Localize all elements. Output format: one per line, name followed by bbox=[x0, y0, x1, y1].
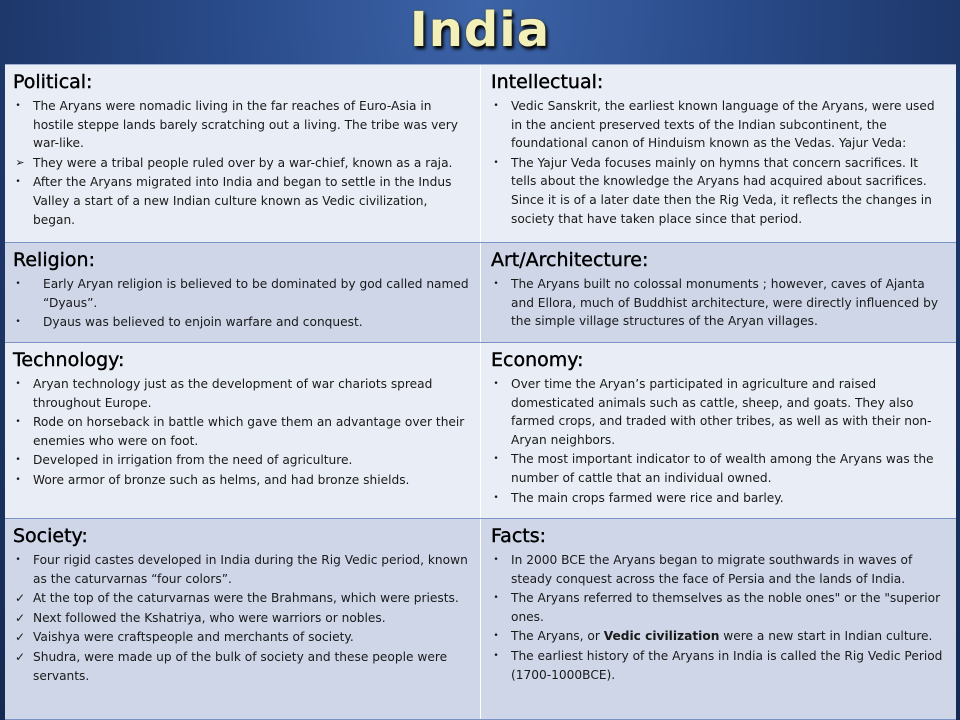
bullet-icon: • bbox=[493, 650, 499, 661]
technology-list bbox=[13, 375, 470, 490]
list-item: • Aryan technology just as the development of war chariots spread throughout Europe. bbox=[13, 375, 470, 412]
art-architecture-cell bbox=[481, 243, 956, 342]
bullet-icon: • bbox=[493, 631, 499, 642]
intellectual-list bbox=[491, 97, 946, 228]
checkmark-icon: ✓ bbox=[14, 591, 26, 606]
bullet-icon: • bbox=[493, 555, 499, 565]
technology-heading: Technology: bbox=[13, 349, 125, 371]
facts-cell bbox=[481, 519, 956, 719]
religion-heading: Religion: bbox=[13, 249, 96, 271]
bullet-icon: • bbox=[15, 317, 21, 328]
table-row bbox=[5, 243, 956, 343]
bullet-icon: • bbox=[15, 555, 21, 565]
list-item: • Developed in irrigation from the need of agriculture. bbox=[13, 451, 470, 470]
bullet-icon: • bbox=[15, 455, 21, 466]
list-item: • In 2000 BCE the Aryans began to migrate southwards in waves of steady conquest across the face of Persia and the lands of India. bbox=[491, 551, 946, 588]
table-row bbox=[5, 65, 956, 243]
checkmark-icon: ✓ bbox=[14, 649, 26, 664]
economy-cell bbox=[481, 343, 956, 518]
political-list bbox=[13, 97, 470, 229]
intellectual-heading: Intellectual: bbox=[491, 71, 604, 93]
list-item: ✓ At the top of the caturvarnas were the Brahmans, which were priests. bbox=[13, 589, 470, 608]
list-item: • Dyaus was believed to enjoin warfare and conquest. bbox=[13, 313, 470, 332]
bullet-icon: • bbox=[15, 379, 21, 389]
list-item: • The Aryans referred to themselves as the noble ones" or the "superior ones. bbox=[491, 589, 946, 626]
bullet-icon: • bbox=[493, 101, 499, 111]
list-item: ➢ They were a tribal people ruled over by a war-chief, known as a raja. bbox=[13, 154, 470, 173]
bullet-icon: • bbox=[15, 177, 21, 188]
bullet-icon: • bbox=[493, 454, 499, 465]
bullet-icon: • bbox=[493, 279, 499, 289]
political-heading: Political: bbox=[13, 71, 93, 93]
religion-list bbox=[13, 275, 470, 332]
table-row bbox=[5, 519, 956, 720]
bullet-icon: • bbox=[493, 593, 499, 604]
art-architecture-list bbox=[491, 275, 946, 331]
list-item: • Over time the Aryan’s participated in agriculture and raised domesticated animals such as cattle, sheep, and goats. They also farmed crops, and traded with other tribes, as well as with their non-Aryan neighbors. bbox=[491, 375, 946, 449]
list-item: • The Aryans were nomadic living in the far reaches of Euro-Asia in hostile steppe lands barely scratching out a living. The tribe was very war-like. bbox=[13, 97, 470, 153]
facts-heading: Facts: bbox=[491, 525, 547, 547]
table-row bbox=[5, 343, 956, 519]
list-item: • The Aryans, or Vedic civilization were a new start in Indian culture. bbox=[491, 627, 946, 646]
list-item: • Vedic Sanskrit, the earliest known language of the Aryans, were used in the ancient preserved texts of the Indian subcontinent, the foundational canon of Hinduism known as the Vedas. Yajur Veda: bbox=[491, 97, 946, 153]
list-item: • Rode on horseback in battle which gave them an advantage over their enemies who were on foot. bbox=[13, 413, 470, 450]
society-list bbox=[13, 551, 470, 685]
society-cell bbox=[5, 519, 481, 719]
list-item: • Early Aryan religion is believed to be dominated by god called named “Dyaus”. bbox=[13, 275, 470, 312]
bullet-icon: • bbox=[493, 492, 499, 503]
bullet-icon: • bbox=[15, 474, 21, 485]
list-item: • The Yajur Veda focuses mainly on hymns that concern sacrifices. It tells about the knowledge the Aryans had acquired about sacrifices. Since it is of a later date then the Rig Veda, it reflects the changes in society that have taken place since that period. bbox=[491, 154, 946, 228]
list-item: • Four rigid castes developed in India during the Rig Vedic period, known as the caturvarnas “four colors”. bbox=[13, 551, 470, 588]
list-item: ✓ Shudra, were made up of the bulk of society and these people were servants. bbox=[14, 649, 448, 683]
technology-cell bbox=[5, 343, 481, 518]
list-item: • The most important indicator to of wealth among the Aryans was the number of cattle that an individual owned. bbox=[491, 450, 946, 487]
society-heading: Society: bbox=[13, 525, 88, 547]
bullet-icon: • bbox=[493, 157, 499, 168]
checkmark-icon: ✓ bbox=[14, 610, 26, 625]
political-cell bbox=[5, 65, 481, 242]
list-item: ✓ Vaishya were craftspeople and merchants of society. bbox=[13, 628, 470, 647]
checkmark-icon: ✓ bbox=[14, 630, 26, 645]
bullet-icon: • bbox=[15, 101, 21, 111]
bullet-icon: • bbox=[15, 279, 21, 289]
art-architecture-heading: Art/Architecture: bbox=[491, 249, 649, 271]
list-item: • The earliest history of the Aryans in India is called the Rig Vedic Period (1700-1000BCE). bbox=[491, 647, 946, 684]
list-item: • The Aryans built no colossal monuments ; however, caves of Ajanta and Ellora, much of Buddhist architecture, were directly influenced by the simple village structures of the Aryan villages. bbox=[491, 275, 946, 331]
content-table bbox=[5, 64, 956, 719]
religion-cell bbox=[5, 243, 481, 342]
list-item: • After the Aryans migrated into India and began to settle in the Indus Valley a start of a new Indian culture known as Vedic civilization, began. bbox=[13, 173, 470, 229]
slide-title: India bbox=[409, 2, 551, 58]
facts-list bbox=[491, 551, 946, 684]
bullet-icon: • bbox=[493, 379, 499, 389]
economy-heading: Economy: bbox=[491, 349, 584, 371]
economy-list bbox=[491, 375, 946, 507]
arrow-bullet-icon: ➢ bbox=[15, 155, 25, 169]
emphasis-text: Vedic civilization bbox=[603, 629, 720, 644]
list-item: • Wore armor of bronze such as helms, and had bronze shields. bbox=[13, 471, 470, 490]
intellectual-cell bbox=[481, 65, 956, 242]
list-item: • The main crops farmed were rice and barley. bbox=[491, 489, 946, 508]
bullet-icon: • bbox=[15, 417, 21, 428]
list-item: ✓ Next followed the Kshatriya, who were warriors or nobles. bbox=[13, 609, 470, 628]
